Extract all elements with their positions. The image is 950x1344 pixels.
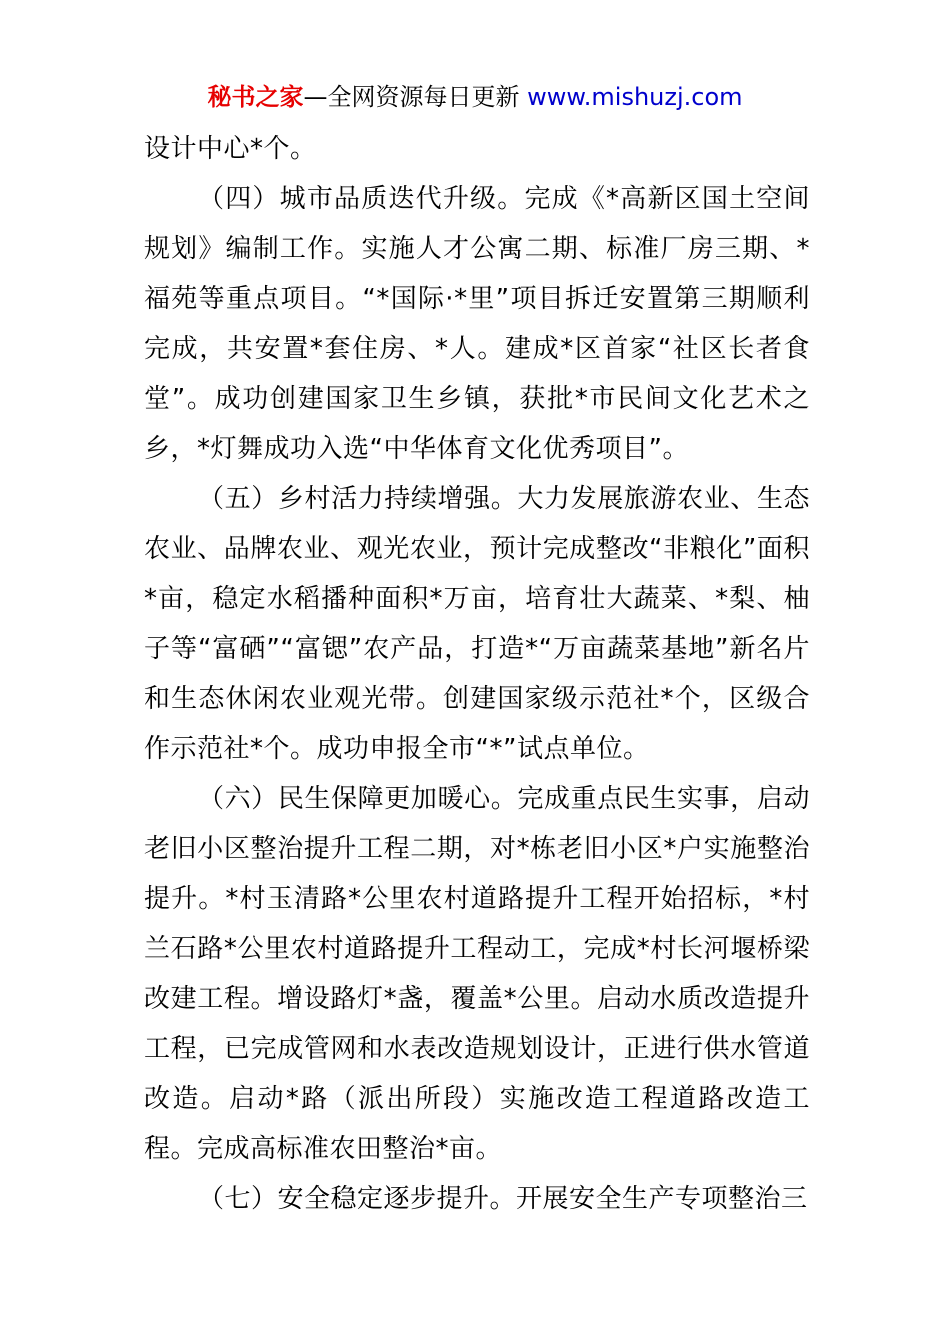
site-url-link[interactable]: www.mishuzj.com xyxy=(527,83,743,111)
brand-name: 秘书之家 xyxy=(207,83,304,111)
paragraph-section-7: （七）安全稳定逐步提升。开展安全生产专项整治三 xyxy=(198,1184,808,1214)
paragraph-section-4: （四）城市品质迭代升级。完成《*高新区国土空间规划》编制工作。实施人才公寓二期、标准厂房三期、*福苑等重点项目。“*国际·*里”项目拆迁安置第三期顺利完成，共安置*套住房、*人。建成*区首家“社区长者食堂”。成功创建国家卫生乡镇，获批*市民间文化艺术之乡，*灯舞成功入选“中华体育文化优秀项目”。 xyxy=(144,184,810,464)
document-body xyxy=(144,124,810,1224)
header-tagline: —全网资源每日更新 xyxy=(303,83,528,111)
paragraph-section-5: （五）乡村活力持续增强。大力发展旅游农业、生态农业、品牌农业、观光农业，预计完成整改“非粮化”面积*亩，稳定水稻播种面积*万亩，培育壮大蔬菜、*梨、柚子等“富硒”“富锶”农产品，打造*“万亩蔬菜基地”新名片和生态休闲农业观光带。创建国家级示范社*个，区级合作示范社*个。成功申报全市“*”试点单位。 xyxy=(144,484,810,764)
paragraph-continuation: 设计中心*个。 xyxy=(144,134,317,164)
paragraph-section-6: （六）民生保障更加暖心。完成重点民生实事，启动老旧小区整治提升工程二期，对*栋老旧小区*户实施整治提升。*村玉清路*公里农村道路提升工程开始招标，*村兰石路*公里农村道路提升工程动工，完成*村长河堰桥梁改建工程。增设路灯*盏，覆盖*公里。启动水质改造提升工程，已完成管网和水表改造规划设计，正进行供水管道改造。启动*路（派出所段）实施改造工程道路改造工程。完成高标准农田整治*亩。 xyxy=(144,784,810,1164)
page-header xyxy=(0,80,950,114)
